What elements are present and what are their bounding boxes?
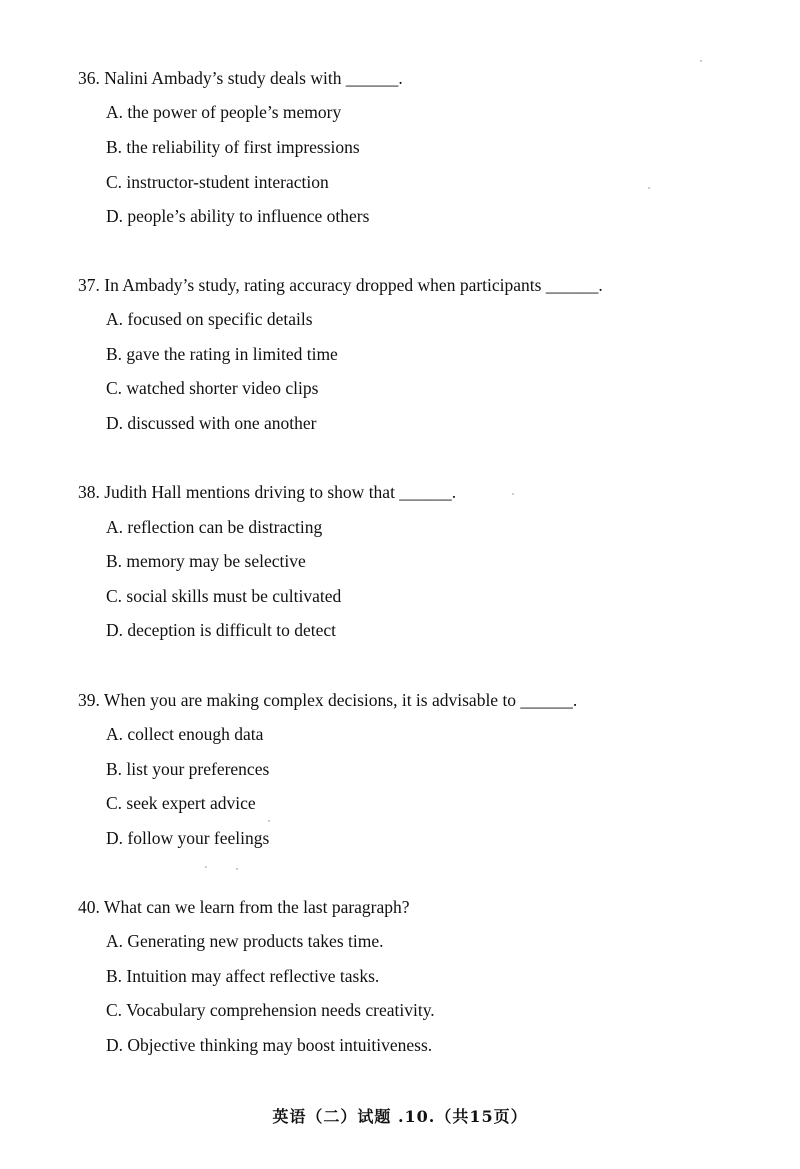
option-b: B. Intuition may affect reflective tasks. <box>106 966 380 986</box>
question-stem: 38. Judith Hall mentions driving to show that ______. <box>78 482 457 502</box>
question-stem: 40. What can we learn from the last paragraph? <box>78 897 410 917</box>
option-d: D. follow your feelings <box>106 828 270 848</box>
option-a: A. focused on specific details <box>106 309 313 329</box>
scan-speck <box>205 866 207 868</box>
scan-speck <box>648 187 650 189</box>
question-stem: 36. Nalini Ambady’s study deals with ______. <box>78 68 403 88</box>
scan-speck <box>512 493 514 495</box>
scan-speck <box>700 60 702 62</box>
option-a: A. the power of people’s memory <box>106 102 342 122</box>
option-c: C. Vocabulary comprehension needs creativity. <box>106 1000 435 1020</box>
option-b: B. the reliability of first impressions <box>106 137 360 157</box>
option-a: A. reflection can be distracting <box>106 517 323 537</box>
option-b: B. list your preferences <box>106 759 270 779</box>
question-stem: 39. When you are making complex decisions, it is advisable to ______. <box>78 690 578 710</box>
scan-speck <box>236 868 238 870</box>
option-c: C. social skills must be cultivated <box>106 586 342 606</box>
option-a: A. Generating new products takes time. <box>106 931 384 951</box>
question-stem: 37. In Ambady’s study, rating accuracy dropped when participants ______. <box>78 275 603 295</box>
option-d: D. Objective thinking may boost intuitiveness. <box>106 1035 433 1055</box>
option-d: D. discussed with one another <box>106 413 317 433</box>
option-d: D. people’s ability to influence others <box>106 206 370 226</box>
option-b: B. gave the rating in limited time <box>106 344 338 364</box>
option-b: B. memory may be selective <box>106 551 306 571</box>
page-footer: 英语（二）试题 .10.（共15页） <box>272 1107 528 1126</box>
option-c: C. watched shorter video clips <box>106 378 319 398</box>
option-c: C. instructor-student interaction <box>106 172 329 192</box>
option-d: D. deception is difficult to detect <box>106 620 337 640</box>
option-c: C. seek expert advice <box>106 793 256 813</box>
option-a: A. collect enough data <box>106 724 264 744</box>
scan-speck <box>268 820 270 822</box>
